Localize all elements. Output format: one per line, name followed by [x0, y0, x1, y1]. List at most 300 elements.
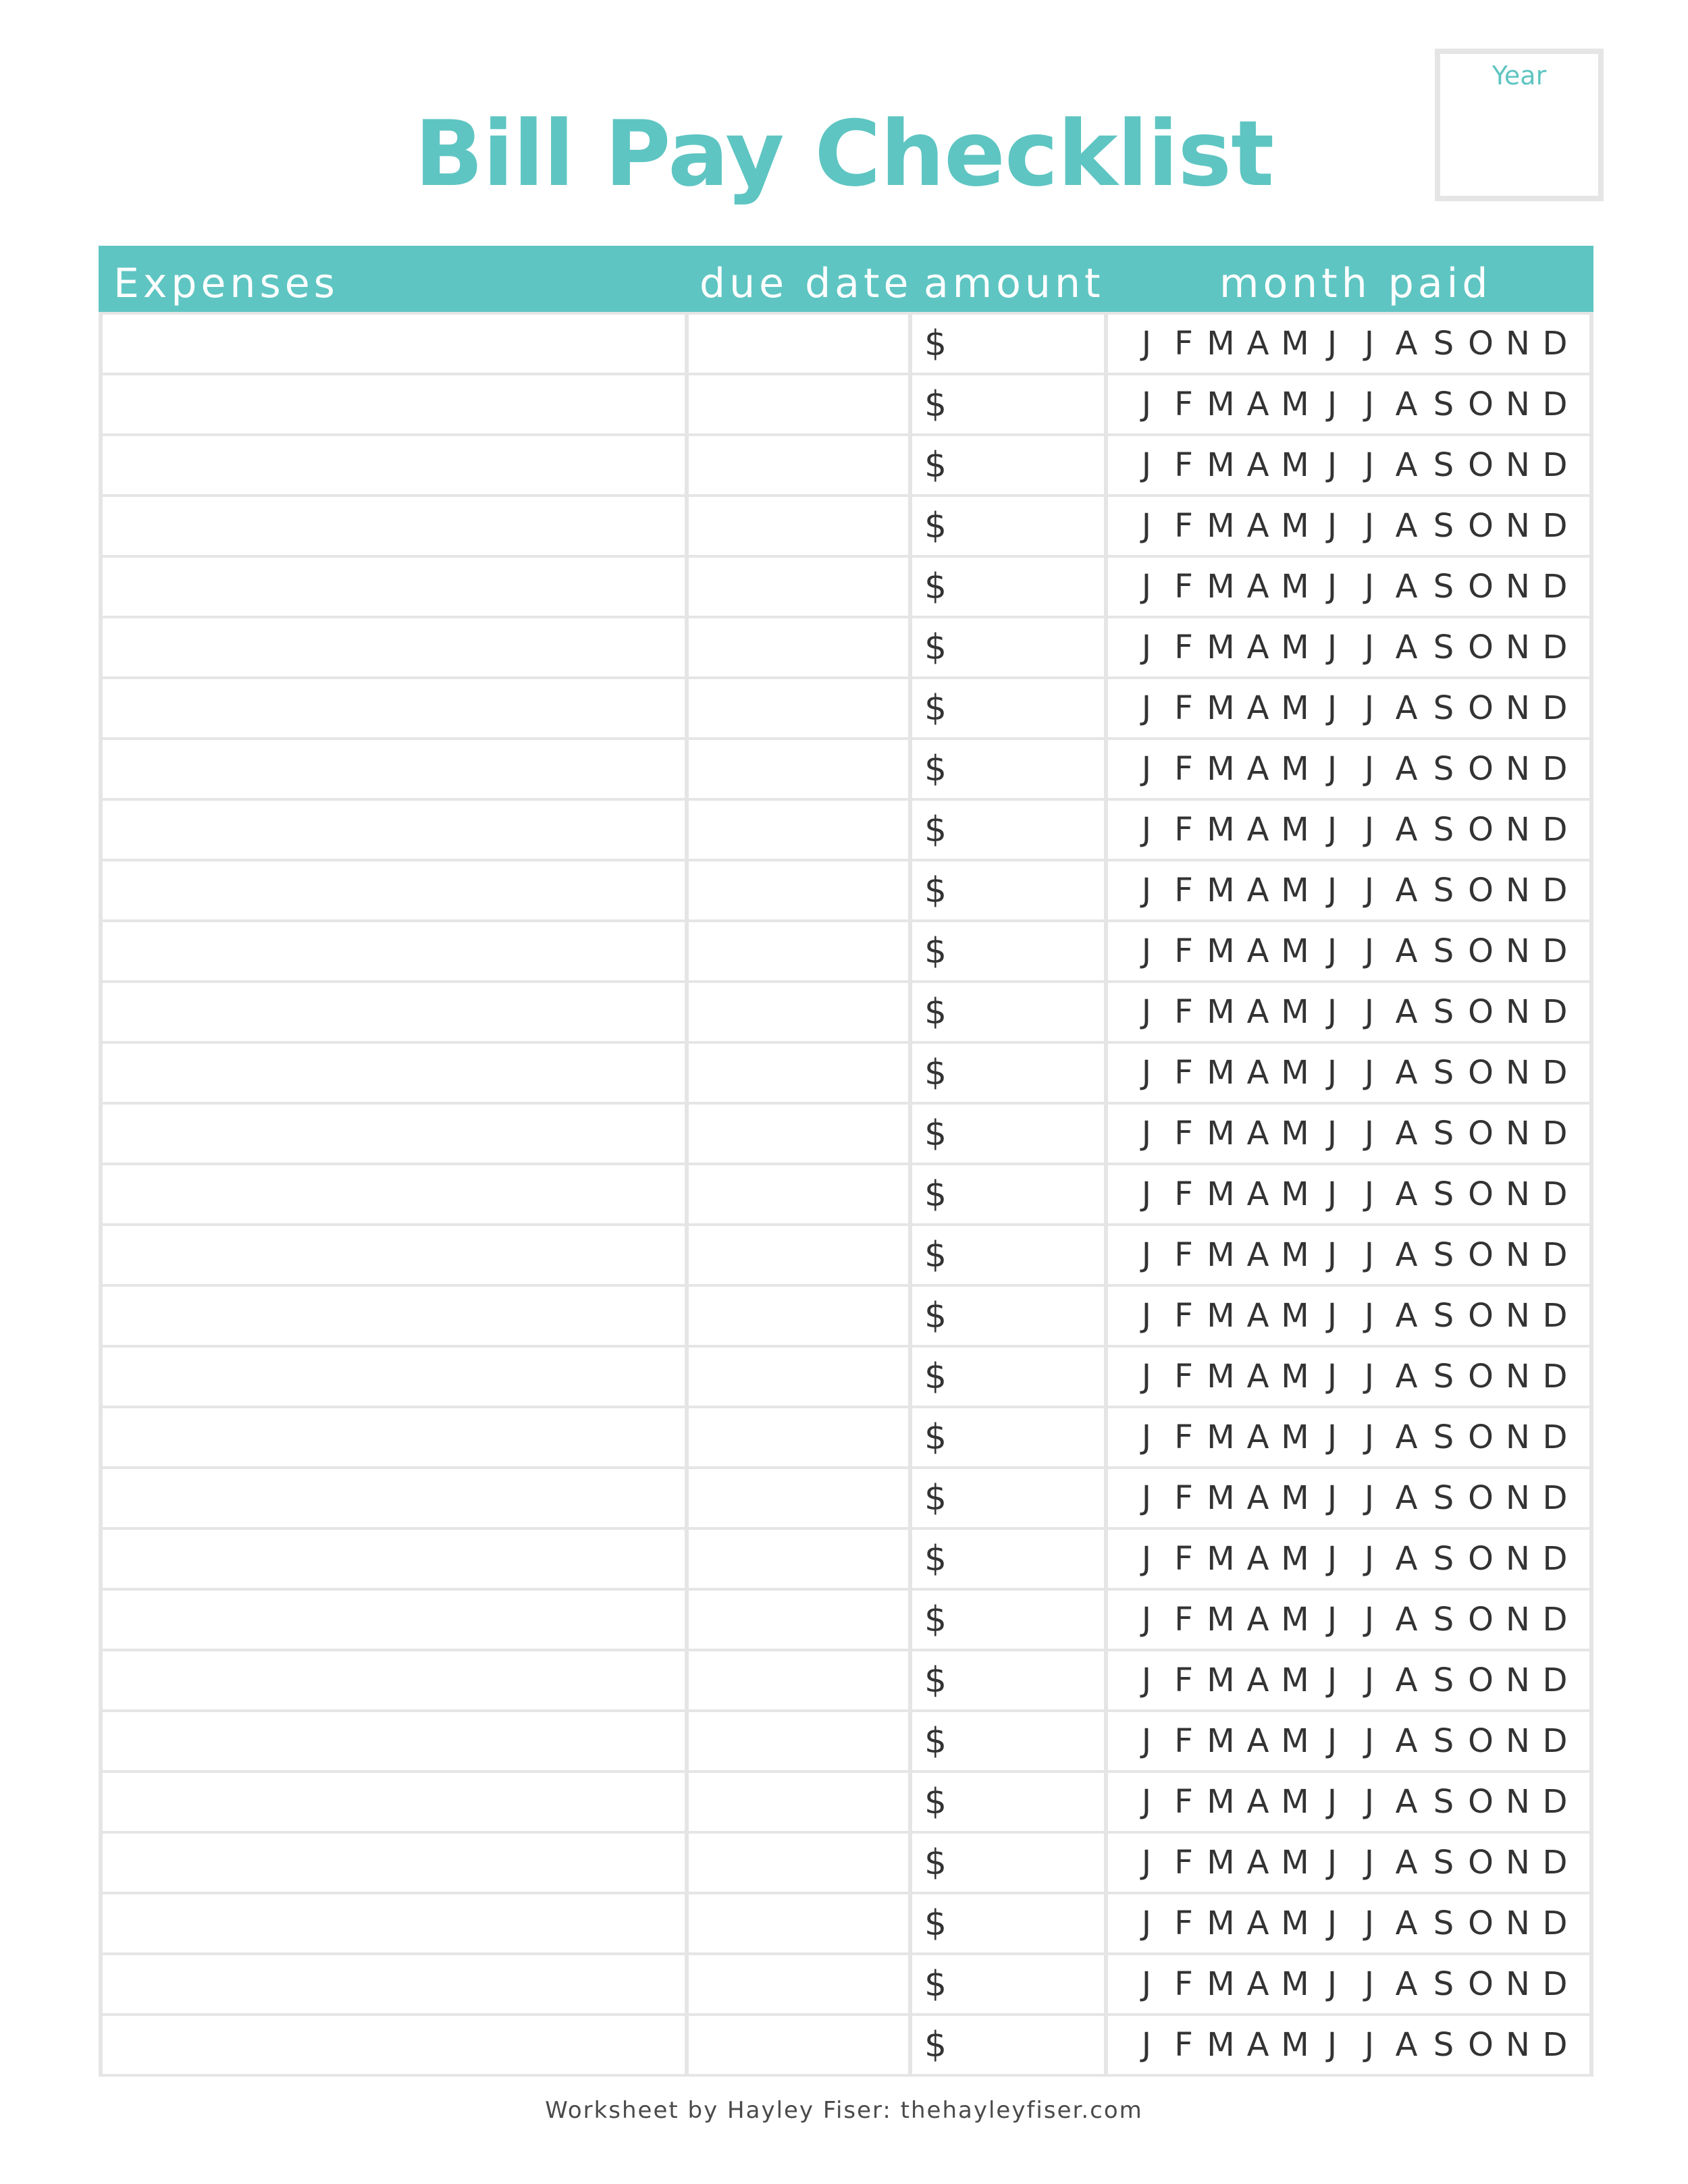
- month-letter[interactable]: J: [1327, 568, 1338, 606]
- month-letter[interactable]: F: [1174, 1175, 1193, 1213]
- month-letter[interactable]: J: [1141, 1783, 1152, 1821]
- month-letter[interactable]: O: [1468, 689, 1494, 727]
- due-date-cell[interactable]: [689, 375, 908, 433]
- month-letter[interactable]: D: [1542, 385, 1568, 423]
- month-letter[interactable]: M: [1207, 446, 1235, 484]
- month-letter[interactable]: M: [1207, 1844, 1235, 1882]
- month-letter[interactable]: N: [1506, 1358, 1530, 1395]
- month-letter[interactable]: A: [1246, 1115, 1269, 1152]
- month-letter[interactable]: A: [1246, 385, 1269, 423]
- month-letter[interactable]: A: [1246, 932, 1269, 970]
- month-letter[interactable]: J: [1327, 507, 1338, 545]
- month-letter[interactable]: A: [1246, 1054, 1269, 1092]
- due-date-cell[interactable]: [689, 1773, 908, 1831]
- month-letter[interactable]: J: [1327, 2026, 1338, 2064]
- amount-cell[interactable]: [912, 2016, 1104, 2074]
- month-letter[interactable]: D: [1542, 811, 1568, 849]
- amount-cell[interactable]: [912, 1712, 1104, 1770]
- month-letter[interactable]: F: [1174, 1358, 1193, 1395]
- due-date-cell[interactable]: [689, 1591, 908, 1649]
- month-letter[interactable]: M: [1281, 1540, 1309, 1578]
- month-letter[interactable]: M: [1207, 568, 1235, 606]
- month-letter[interactable]: F: [1174, 507, 1193, 545]
- month-letter[interactable]: J: [1141, 1540, 1152, 1578]
- month-letter[interactable]: A: [1395, 750, 1418, 788]
- month-letter[interactable]: S: [1433, 1844, 1454, 1882]
- month-letter[interactable]: A: [1246, 629, 1269, 666]
- amount-cell[interactable]: [912, 558, 1104, 616]
- month-letter[interactable]: A: [1246, 1175, 1269, 1213]
- month-letter[interactable]: N: [1506, 811, 1530, 849]
- month-letter[interactable]: F: [1174, 1783, 1193, 1821]
- due-date-cell[interactable]: [689, 2016, 908, 2074]
- month-letter[interactable]: M: [1281, 568, 1309, 606]
- month-letter[interactable]: A: [1395, 1358, 1418, 1395]
- month-letter[interactable]: J: [1327, 993, 1338, 1031]
- month-letter[interactable]: S: [1433, 1601, 1454, 1639]
- expense-cell[interactable]: [103, 1165, 685, 1223]
- month-letter[interactable]: S: [1433, 629, 1454, 666]
- month-letter[interactable]: J: [1364, 993, 1375, 1031]
- expense-cell[interactable]: [103, 315, 685, 373]
- month-letter[interactable]: J: [1327, 1175, 1338, 1213]
- month-letter[interactable]: J: [1327, 1722, 1338, 1760]
- month-letter[interactable]: J: [1327, 385, 1338, 423]
- amount-cell[interactable]: [912, 861, 1104, 920]
- month-letter[interactable]: D: [1542, 446, 1568, 484]
- month-letter[interactable]: O: [1468, 568, 1494, 606]
- month-letter[interactable]: N: [1506, 1661, 1530, 1699]
- month-letter[interactable]: M: [1207, 507, 1235, 545]
- month-letter[interactable]: M: [1207, 1601, 1235, 1639]
- month-letter[interactable]: M: [1207, 1115, 1235, 1152]
- due-date-cell[interactable]: [689, 1044, 908, 1102]
- due-date-cell[interactable]: [689, 1834, 908, 1892]
- month-letter[interactable]: F: [1174, 2026, 1193, 2064]
- month-letter[interactable]: J: [1364, 568, 1375, 606]
- month-letter[interactable]: O: [1468, 1115, 1494, 1152]
- month-letter[interactable]: M: [1281, 2026, 1309, 2064]
- month-letter[interactable]: N: [1506, 568, 1530, 606]
- month-letter[interactable]: M: [1281, 1054, 1309, 1092]
- month-letter[interactable]: M: [1207, 750, 1235, 788]
- month-letter[interactable]: F: [1174, 1965, 1193, 2003]
- month-letter[interactable]: N: [1506, 1418, 1530, 1456]
- month-letter[interactable]: M: [1281, 446, 1309, 484]
- month-letter[interactable]: M: [1281, 325, 1309, 363]
- month-letter[interactable]: M: [1207, 993, 1235, 1031]
- month-letter[interactable]: S: [1433, 872, 1454, 909]
- month-letter[interactable]: A: [1246, 1236, 1269, 1274]
- month-letter[interactable]: D: [1542, 1479, 1568, 1517]
- month-letter[interactable]: O: [1468, 1175, 1494, 1213]
- month-letter[interactable]: N: [1506, 629, 1530, 666]
- month-letter[interactable]: N: [1506, 750, 1530, 788]
- month-letter[interactable]: O: [1468, 1844, 1494, 1882]
- month-letter[interactable]: A: [1395, 1965, 1418, 2003]
- month-letter[interactable]: D: [1542, 325, 1568, 363]
- month-letter[interactable]: N: [1506, 872, 1530, 909]
- month-letter[interactable]: J: [1141, 1905, 1152, 1942]
- month-letter[interactable]: J: [1364, 1358, 1375, 1395]
- month-letter[interactable]: M: [1281, 1601, 1309, 1639]
- month-letter[interactable]: S: [1433, 1358, 1454, 1395]
- month-letter[interactable]: F: [1174, 1540, 1193, 1578]
- month-letter[interactable]: M: [1207, 1965, 1235, 2003]
- month-letter[interactable]: D: [1542, 872, 1568, 909]
- month-letter[interactable]: J: [1364, 1601, 1375, 1639]
- month-letter[interactable]: N: [1506, 1115, 1530, 1152]
- month-letter[interactable]: J: [1141, 629, 1152, 666]
- month-letter[interactable]: J: [1141, 1722, 1152, 1760]
- month-letter[interactable]: J: [1364, 1540, 1375, 1578]
- month-letter[interactable]: M: [1281, 1175, 1309, 1213]
- month-letter[interactable]: M: [1281, 1905, 1309, 1942]
- month-letter[interactable]: J: [1327, 1115, 1338, 1152]
- month-letter[interactable]: J: [1364, 1722, 1375, 1760]
- month-letter[interactable]: N: [1506, 932, 1530, 970]
- month-letter[interactable]: M: [1207, 1297, 1235, 1335]
- month-letter[interactable]: O: [1468, 811, 1494, 849]
- month-letter[interactable]: A: [1246, 872, 1269, 909]
- month-letter[interactable]: F: [1174, 750, 1193, 788]
- expense-cell[interactable]: [103, 618, 685, 676]
- month-letter[interactable]: D: [1542, 1601, 1568, 1639]
- month-letter[interactable]: J: [1327, 1054, 1338, 1092]
- year-field[interactable]: [1435, 49, 1604, 201]
- month-letter[interactable]: A: [1246, 689, 1269, 727]
- due-date-cell[interactable]: [689, 1894, 908, 1952]
- month-letter[interactable]: S: [1433, 1236, 1454, 1274]
- month-letter[interactable]: O: [1468, 1358, 1494, 1395]
- month-letter[interactable]: J: [1327, 1540, 1338, 1578]
- month-letter[interactable]: A: [1246, 1540, 1269, 1578]
- month-letter[interactable]: J: [1327, 325, 1338, 363]
- month-letter[interactable]: N: [1506, 507, 1530, 545]
- month-letter[interactable]: J: [1364, 689, 1375, 727]
- month-letter[interactable]: J: [1327, 1601, 1338, 1639]
- amount-cell[interactable]: [912, 1226, 1104, 1284]
- month-letter[interactable]: F: [1174, 1479, 1193, 1517]
- month-letter[interactable]: O: [1468, 385, 1494, 423]
- month-letter[interactable]: A: [1395, 1601, 1418, 1639]
- month-letter[interactable]: D: [1542, 750, 1568, 788]
- due-date-cell[interactable]: [689, 861, 908, 920]
- month-letter[interactable]: O: [1468, 1297, 1494, 1335]
- month-letter[interactable]: N: [1506, 1540, 1530, 1578]
- month-letter[interactable]: O: [1468, 629, 1494, 666]
- month-letter[interactable]: S: [1433, 1905, 1454, 1942]
- month-letter[interactable]: J: [1327, 1844, 1338, 1882]
- month-letter[interactable]: D: [1542, 1418, 1568, 1456]
- expense-cell[interactable]: [103, 1834, 685, 1892]
- month-letter[interactable]: M: [1207, 1783, 1235, 1821]
- month-letter[interactable]: J: [1364, 2026, 1375, 2064]
- due-date-cell[interactable]: [689, 315, 908, 373]
- month-letter[interactable]: F: [1174, 1236, 1193, 1274]
- month-letter[interactable]: D: [1542, 932, 1568, 970]
- expense-cell[interactable]: [103, 679, 685, 737]
- month-letter[interactable]: J: [1327, 750, 1338, 788]
- month-letter[interactable]: D: [1542, 568, 1568, 606]
- due-date-cell[interactable]: [689, 922, 908, 980]
- month-letter[interactable]: M: [1207, 1540, 1235, 1578]
- amount-cell[interactable]: [912, 1591, 1104, 1649]
- month-letter[interactable]: J: [1327, 932, 1338, 970]
- month-letter[interactable]: J: [1364, 507, 1375, 545]
- month-letter[interactable]: N: [1506, 1054, 1530, 1092]
- month-letter[interactable]: N: [1506, 993, 1530, 1031]
- month-letter[interactable]: O: [1468, 1418, 1494, 1456]
- month-letter[interactable]: N: [1506, 1844, 1530, 1882]
- month-letter[interactable]: J: [1141, 568, 1152, 606]
- month-letter[interactable]: J: [1141, 1054, 1152, 1092]
- due-date-cell[interactable]: [689, 679, 908, 737]
- month-letter[interactable]: D: [1542, 1661, 1568, 1699]
- month-letter[interactable]: M: [1207, 1661, 1235, 1699]
- month-letter[interactable]: S: [1433, 446, 1454, 484]
- month-letter[interactable]: J: [1141, 1601, 1152, 1639]
- month-letter[interactable]: J: [1141, 1115, 1152, 1152]
- month-letter[interactable]: M: [1207, 1054, 1235, 1092]
- month-letter[interactable]: M: [1281, 993, 1309, 1031]
- month-letter[interactable]: M: [1281, 385, 1309, 423]
- month-letter[interactable]: J: [1327, 1358, 1338, 1395]
- month-letter[interactable]: F: [1174, 385, 1193, 423]
- amount-cell[interactable]: [912, 315, 1104, 373]
- month-letter[interactable]: O: [1468, 932, 1494, 970]
- month-letter[interactable]: N: [1506, 1783, 1530, 1821]
- month-letter[interactable]: J: [1364, 325, 1375, 363]
- month-letter[interactable]: F: [1174, 993, 1193, 1031]
- month-letter[interactable]: F: [1174, 1601, 1193, 1639]
- amount-cell[interactable]: [912, 375, 1104, 433]
- month-letter[interactable]: D: [1542, 1722, 1568, 1760]
- month-letter[interactable]: O: [1468, 2026, 1494, 2064]
- month-letter[interactable]: A: [1246, 1358, 1269, 1395]
- month-letter[interactable]: N: [1506, 446, 1530, 484]
- month-letter[interactable]: F: [1174, 629, 1193, 666]
- month-letter[interactable]: J: [1364, 446, 1375, 484]
- amount-cell[interactable]: [912, 1408, 1104, 1466]
- month-letter[interactable]: A: [1395, 932, 1418, 970]
- month-letter[interactable]: D: [1542, 507, 1568, 545]
- month-letter[interactable]: F: [1174, 1418, 1193, 1456]
- month-letter[interactable]: M: [1207, 1236, 1235, 1274]
- month-letter[interactable]: M: [1207, 1418, 1235, 1456]
- month-letter[interactable]: O: [1468, 1236, 1494, 1274]
- month-letter[interactable]: S: [1433, 932, 1454, 970]
- month-letter[interactable]: S: [1433, 1175, 1454, 1213]
- month-letter[interactable]: S: [1433, 1054, 1454, 1092]
- month-letter[interactable]: M: [1281, 750, 1309, 788]
- month-letter[interactable]: N: [1506, 1722, 1530, 1760]
- expense-cell[interactable]: [103, 740, 685, 798]
- month-letter[interactable]: A: [1395, 507, 1418, 545]
- expense-cell[interactable]: [103, 1712, 685, 1770]
- month-letter[interactable]: J: [1141, 385, 1152, 423]
- month-letter[interactable]: J: [1327, 1418, 1338, 1456]
- month-letter[interactable]: M: [1207, 1479, 1235, 1517]
- month-letter[interactable]: M: [1281, 1844, 1309, 1882]
- month-letter[interactable]: J: [1327, 446, 1338, 484]
- month-letter[interactable]: J: [1364, 1905, 1375, 1942]
- amount-cell[interactable]: [912, 983, 1104, 1041]
- month-letter[interactable]: A: [1395, 1115, 1418, 1152]
- due-date-cell[interactable]: [689, 740, 908, 798]
- amount-cell[interactable]: [912, 1348, 1104, 1406]
- month-letter[interactable]: J: [1364, 872, 1375, 909]
- amount-cell[interactable]: [912, 1955, 1104, 2013]
- expense-cell[interactable]: [103, 1104, 685, 1163]
- month-letter[interactable]: J: [1364, 629, 1375, 666]
- due-date-cell[interactable]: [689, 1469, 908, 1527]
- month-letter[interactable]: D: [1542, 1175, 1568, 1213]
- month-letter[interactable]: N: [1506, 385, 1530, 423]
- month-letter[interactable]: A: [1246, 1418, 1269, 1456]
- month-letter[interactable]: A: [1395, 446, 1418, 484]
- month-letter[interactable]: S: [1433, 1783, 1454, 1821]
- expense-cell[interactable]: [103, 375, 685, 433]
- month-letter[interactable]: A: [1246, 1601, 1269, 1639]
- month-letter[interactable]: J: [1364, 1175, 1375, 1213]
- month-letter[interactable]: D: [1542, 1297, 1568, 1335]
- expense-cell[interactable]: [103, 922, 685, 980]
- month-letter[interactable]: J: [1364, 1661, 1375, 1699]
- month-letter[interactable]: J: [1141, 1418, 1152, 1456]
- month-letter[interactable]: J: [1364, 385, 1375, 423]
- month-letter[interactable]: D: [1542, 689, 1568, 727]
- month-letter[interactable]: J: [1364, 1418, 1375, 1456]
- month-letter[interactable]: J: [1364, 1783, 1375, 1821]
- amount-cell[interactable]: [912, 740, 1104, 798]
- month-letter[interactable]: A: [1246, 2026, 1269, 2064]
- month-letter[interactable]: M: [1281, 872, 1309, 909]
- due-date-cell[interactable]: [689, 1408, 908, 1466]
- expense-cell[interactable]: [103, 983, 685, 1041]
- due-date-cell[interactable]: [689, 1651, 908, 1709]
- month-letter[interactable]: F: [1174, 1844, 1193, 1882]
- month-letter[interactable]: J: [1141, 872, 1152, 909]
- month-letter[interactable]: F: [1174, 325, 1193, 363]
- month-letter[interactable]: F: [1174, 446, 1193, 484]
- month-letter[interactable]: J: [1327, 689, 1338, 727]
- month-letter[interactable]: O: [1468, 1054, 1494, 1092]
- month-letter[interactable]: N: [1506, 689, 1530, 727]
- month-letter[interactable]: A: [1395, 1540, 1418, 1578]
- amount-cell[interactable]: [912, 1530, 1104, 1588]
- month-letter[interactable]: S: [1433, 507, 1454, 545]
- expense-cell[interactable]: [103, 861, 685, 920]
- month-letter[interactable]: D: [1542, 993, 1568, 1031]
- month-letter[interactable]: J: [1327, 629, 1338, 666]
- month-letter[interactable]: S: [1433, 1418, 1454, 1456]
- month-letter[interactable]: D: [1542, 629, 1568, 666]
- month-letter[interactable]: D: [1542, 2026, 1568, 2064]
- month-letter[interactable]: O: [1468, 750, 1494, 788]
- month-letter[interactable]: D: [1542, 1115, 1568, 1152]
- due-date-cell[interactable]: [689, 1287, 908, 1345]
- month-letter[interactable]: D: [1542, 1844, 1568, 1882]
- due-date-cell[interactable]: [689, 558, 908, 616]
- month-letter[interactable]: O: [1468, 1601, 1494, 1639]
- month-letter[interactable]: A: [1246, 325, 1269, 363]
- month-letter[interactable]: F: [1174, 1115, 1193, 1152]
- month-letter[interactable]: J: [1141, 1236, 1152, 1274]
- month-letter[interactable]: D: [1542, 1783, 1568, 1821]
- month-letter[interactable]: O: [1468, 1722, 1494, 1760]
- month-letter[interactable]: F: [1174, 568, 1193, 606]
- month-letter[interactable]: J: [1141, 2026, 1152, 2064]
- month-letter[interactable]: A: [1395, 1844, 1418, 1882]
- expense-cell[interactable]: [103, 1408, 685, 1466]
- month-letter[interactable]: F: [1174, 1297, 1193, 1335]
- month-letter[interactable]: M: [1281, 1479, 1309, 1517]
- month-letter[interactable]: D: [1542, 1236, 1568, 1274]
- month-letter[interactable]: A: [1395, 993, 1418, 1031]
- month-letter[interactable]: O: [1468, 446, 1494, 484]
- month-letter[interactable]: A: [1246, 811, 1269, 849]
- month-letter[interactable]: J: [1141, 446, 1152, 484]
- month-letter[interactable]: J: [1327, 1905, 1338, 1942]
- month-letter[interactable]: A: [1246, 446, 1269, 484]
- month-letter[interactable]: J: [1141, 507, 1152, 545]
- month-letter[interactable]: A: [1246, 1844, 1269, 1882]
- month-letter[interactable]: J: [1141, 1844, 1152, 1882]
- month-letter[interactable]: M: [1207, 629, 1235, 666]
- month-letter[interactable]: F: [1174, 1054, 1193, 1092]
- month-letter[interactable]: J: [1364, 811, 1375, 849]
- month-letter[interactable]: A: [1395, 1054, 1418, 1092]
- month-letter[interactable]: J: [1364, 1054, 1375, 1092]
- month-letter[interactable]: A: [1395, 325, 1418, 363]
- month-letter[interactable]: A: [1246, 1722, 1269, 1760]
- expense-cell[interactable]: [103, 1287, 685, 1345]
- expense-cell[interactable]: [103, 436, 685, 494]
- due-date-cell[interactable]: [689, 1165, 908, 1223]
- month-letter[interactable]: A: [1395, 568, 1418, 606]
- month-letter[interactable]: A: [1395, 811, 1418, 849]
- month-letter[interactable]: S: [1433, 993, 1454, 1031]
- expense-cell[interactable]: [103, 1651, 685, 1709]
- amount-cell[interactable]: [912, 1104, 1104, 1163]
- month-letter[interactable]: J: [1141, 1297, 1152, 1335]
- month-letter[interactable]: J: [1327, 1661, 1338, 1699]
- month-letter[interactable]: N: [1506, 1479, 1530, 1517]
- month-letter[interactable]: A: [1395, 1297, 1418, 1335]
- month-letter[interactable]: S: [1433, 1965, 1454, 2003]
- month-letter[interactable]: A: [1246, 750, 1269, 788]
- month-letter[interactable]: J: [1327, 1297, 1338, 1335]
- month-letter[interactable]: D: [1542, 1054, 1568, 1092]
- due-date-cell[interactable]: [689, 1712, 908, 1770]
- month-letter[interactable]: M: [1281, 1418, 1309, 1456]
- due-date-cell[interactable]: [689, 1530, 908, 1588]
- month-letter[interactable]: M: [1207, 932, 1235, 970]
- month-letter[interactable]: M: [1281, 811, 1309, 849]
- amount-cell[interactable]: [912, 1894, 1104, 1952]
- month-letter[interactable]: F: [1174, 872, 1193, 909]
- month-letter[interactable]: N: [1506, 1297, 1530, 1335]
- month-letter[interactable]: J: [1141, 689, 1152, 727]
- month-letter[interactable]: S: [1433, 568, 1454, 606]
- month-letter[interactable]: M: [1207, 325, 1235, 363]
- month-letter[interactable]: M: [1281, 507, 1309, 545]
- month-letter[interactable]: D: [1542, 1358, 1568, 1395]
- month-letter[interactable]: M: [1281, 1661, 1309, 1699]
- due-date-cell[interactable]: [689, 497, 908, 555]
- month-letter[interactable]: S: [1433, 1297, 1454, 1335]
